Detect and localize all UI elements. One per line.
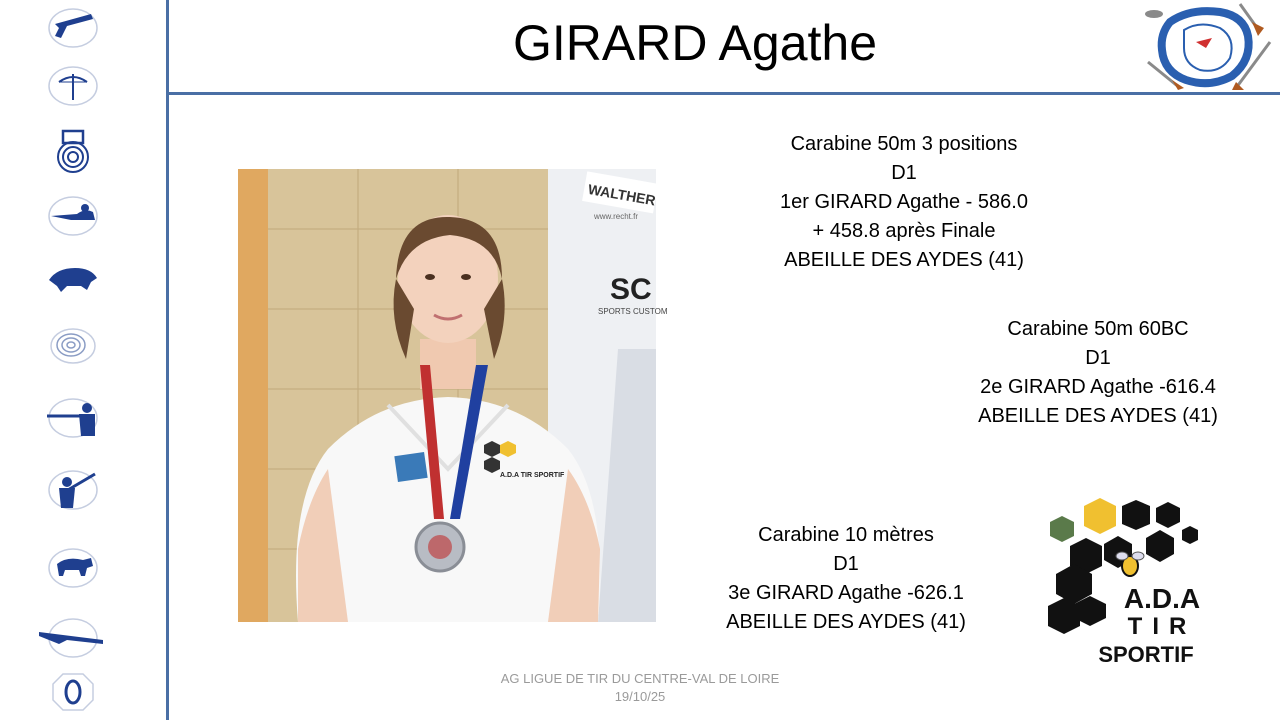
- discipline-sidebar: [0, 0, 165, 720]
- athlete-photo-image: [238, 169, 668, 622]
- pistol-icon: [47, 6, 99, 50]
- event-name: Carabine 50m 60BC: [1007, 318, 1189, 340]
- club-logo-line1: A.D.A: [1123, 583, 1201, 614]
- club-logo-line3: SPORTIF: [1098, 642, 1194, 667]
- federation-logo-icon: [1140, 2, 1274, 92]
- target-icon: [47, 130, 99, 174]
- footer-date: 19/10/25: [614, 689, 666, 704]
- club-logo-line2: TIR: [1127, 613, 1197, 640]
- division-label: D1: [1085, 347, 1111, 369]
- shirt-logo-text: A.D.A TIR SPORTIF: [500, 472, 565, 479]
- page-title: GIRARD Agathe: [512, 15, 878, 71]
- club-logo-icon: [1014, 478, 1220, 674]
- crossbow-icon: [47, 64, 99, 108]
- ring-target-icon: [47, 670, 99, 714]
- slide-footer: [440, 670, 840, 706]
- event-name: Carabine 50m 3 positions: [790, 133, 1018, 155]
- running-boar-icon: [47, 256, 99, 300]
- result-block-1: [740, 130, 1068, 275]
- standing-shooter-icon: [47, 396, 99, 440]
- clay-target-icon: [47, 324, 99, 368]
- banner-sc-text: SC: [610, 273, 652, 306]
- banner-sc-sub-text: SPORTS CUSTOM: [598, 307, 668, 316]
- long-rifle-icon: [47, 616, 99, 660]
- final-score-line: + 458.8 après Finale: [812, 220, 996, 242]
- shotgun-shooter-icon: [47, 468, 99, 512]
- division-label: D1: [891, 162, 917, 184]
- division-label: D1: [833, 553, 859, 575]
- result-block-3: [706, 521, 986, 637]
- placing-line: 2e GIRARD Agathe -616.4: [980, 376, 1216, 398]
- footer-organization: AG LIGUE DE TIR DU CENTRE-VAL DE LOIRE: [500, 671, 780, 686]
- club-name: ABEILLE DES AYDES (41): [978, 405, 1218, 427]
- sheep-silhouette-icon: [47, 546, 99, 590]
- club-name: ABEILLE DES AYDES (41): [784, 249, 1024, 271]
- sidebar-divider: [166, 0, 169, 720]
- event-name: Carabine 10 mètres: [758, 524, 934, 546]
- header-divider: [169, 92, 1280, 95]
- club-name: ABEILLE DES AYDES (41): [726, 611, 966, 633]
- banner-brand-text: WALTHER: [586, 180, 657, 209]
- athlete-photo: [238, 169, 668, 622]
- placing-line: 3e GIRARD Agathe -626.1: [728, 582, 964, 604]
- banner-url-text: www.recht.fr: [594, 212, 639, 221]
- result-block-2: [958, 315, 1238, 431]
- placing-line: 1er GIRARD Agathe - 586.0: [780, 191, 1028, 213]
- prone-shooter-icon: [47, 194, 99, 238]
